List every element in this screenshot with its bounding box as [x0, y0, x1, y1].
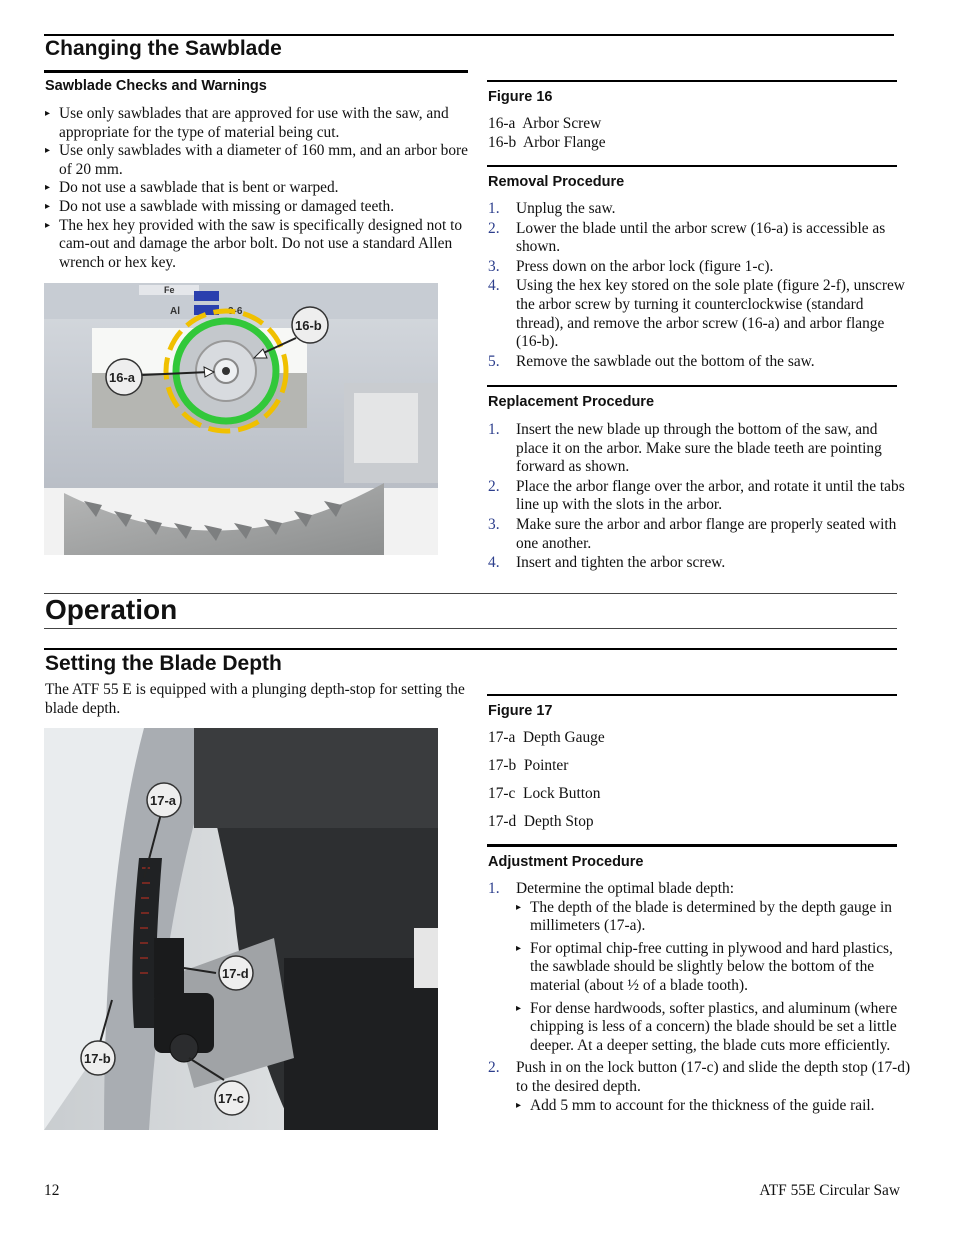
checks-heading: Sawblade Checks and Warnings: [45, 78, 267, 94]
section-title-changing: Changing the Sawblade: [45, 37, 282, 60]
figure-16-title: Figure 16: [488, 89, 553, 105]
adjust-list: [488, 880, 913, 1115]
callout-17c: 17-c: [218, 1091, 245, 1106]
top-rule: [44, 34, 894, 36]
list-item: ▸ Do not use a sawblade that is bent or warped.: [45, 179, 469, 198]
removal-list: [488, 200, 908, 371]
legend-item: 17-c Lock Button: [488, 785, 601, 802]
page-number: 12: [44, 1182, 60, 1199]
callout-17a: 17-a: [150, 793, 177, 808]
legend-item: 17-d Depth Stop: [488, 813, 594, 830]
legend-item: 17-b Pointer: [488, 757, 569, 774]
list-item: 4. Using the hex key stored on the sole plate (figure 2-f), unscrew the arbor screw by turning it counterclockwise (standard thread), and remove the arbor screw (16-a) and arbor flange (16-b).: [488, 277, 905, 351]
legend-item: 16-a Arbor Screw: [488, 115, 602, 132]
sub-list: [516, 899, 913, 1056]
adjust-rule: [487, 844, 897, 847]
checks-list: [45, 105, 469, 272]
scale-label-fe: Fe: [164, 285, 175, 295]
callout-16b: 16-b: [295, 318, 322, 333]
checks-rule: [44, 70, 468, 73]
legend-item: 17-a Depth Gauge: [488, 729, 605, 746]
operation-bottom-rule: [44, 628, 897, 629]
callout-17d: 17-d: [222, 966, 249, 981]
replacement-list: [488, 421, 908, 573]
section-title-operation: Operation: [45, 594, 178, 625]
footer-product: ATF 55E Circular Saw: [759, 1182, 900, 1199]
figure-17-photo: [44, 728, 438, 1130]
replacement-rule: [487, 385, 897, 387]
list-item: 1. Determine the optimal blade depth: ▸ The depth of the blade is determined by the depth gauge in millimeters (17-a). ▸ For optimal chip-free cutting in plywood and hard plastics, the sawblade should be slightly below the bottom of the material (about ½ of a blade tooth). ▸ For dense hardwoods, softer plastics, and aluminum (where chipping is less of a concern) the blade should be set a little deeper. At a deeper setting, the blade cuts more efficiently.: [488, 880, 913, 1055]
list-item: 3. Press down on the arbor lock (figure 1-c).: [488, 257, 774, 275]
callout-16a: 16-a: [109, 370, 136, 385]
sub-list-item: ▸ Add 5 mm to account for the thickness of the guide rail.: [516, 1097, 913, 1116]
replacement-heading: Replacement Procedure: [488, 394, 655, 410]
depth-rule: [44, 648, 897, 650]
figure-16-legend: [488, 115, 898, 152]
list-item: ▸ Use only sawblades with a diameter of 160 mm, and an arbor bore of 20 mm.: [45, 142, 469, 179]
list-item: ▸ The hex hey provided with the saw is specifically designed not to cam-out and damage the arbor bolt. Do not use a standard Allen wrench or hex key.: [45, 217, 469, 273]
list-item: 4. Insert and tighten the arbor screw.: [488, 554, 726, 572]
figure-16-rule: [487, 80, 897, 82]
legend-item: 16-b Arbor Flange: [488, 133, 606, 151]
adjust-heading: Adjustment Procedure: [488, 854, 644, 870]
list-item: 3. Make sure the arbor and arbor flange are properly seated with one another.: [488, 515, 897, 552]
list-item: ▸ Use only sawblades that are approved for use with the saw, and appropriate for the type of material being cut.: [45, 105, 469, 142]
list-item: 1. Insert the new blade up through the bottom of the saw, and place it on the arbor. Make sure the blade teeth are pointing forward as shown.: [488, 421, 882, 476]
list-item: 2. Lower the blade until the arbor screw (16-a) is accessible as shown.: [488, 219, 886, 256]
list-item: ▸ Do not use a sawblade with missing or damaged teeth.: [45, 198, 469, 217]
section-title-depth: Setting the Blade Depth: [45, 652, 282, 675]
list-item: 2. Push in on the lock button (17-c) and slide the depth stop (17-d) to the desired depth. ▸ Add 5 mm to account for the thickness of the guide rail.: [488, 1059, 913, 1115]
scale-label-al: Al: [170, 306, 180, 317]
callout-17b: 17-b: [84, 1051, 111, 1066]
list-item: 2. Place the arbor flange over the arbor, and rotate it until the tabs line up with the slots in the arbor.: [488, 477, 905, 514]
figure-17-title: Figure 17: [488, 703, 553, 719]
list-item: 1. Unplug the saw.: [488, 200, 616, 217]
sub-list-item: ▸ For dense hardwoods, softer plastics, and aluminum (where chipping is less of a concern) the blade should be set a little deeper. At a deeper setting, the blade cuts more efficiently.: [516, 1000, 913, 1056]
figure-16-photo: [44, 283, 438, 555]
sub-list-item: ▸ The depth of the blade is determined by the depth gauge in millimeters (17-a).: [516, 899, 913, 936]
removal-heading: Removal Procedure: [488, 174, 625, 190]
scale-value: 3-6: [228, 306, 243, 317]
sub-list-item: ▸ For optimal chip-free cutting in plywood and hard plastics, the sawblade should be slightly below the bottom of the material (about ½ of a blade tooth).: [516, 940, 913, 996]
removal-rule: [487, 165, 897, 167]
sub-list: [516, 1097, 913, 1116]
depth-intro: The ATF 55 E is equipped with a plunging depth-stop for setting the blade depth.: [45, 681, 465, 717]
figure-17-legend: [488, 729, 898, 841]
list-item: 5. Remove the sawblade out the bottom of the saw.: [488, 352, 815, 370]
figure-17-rule: [487, 694, 897, 696]
